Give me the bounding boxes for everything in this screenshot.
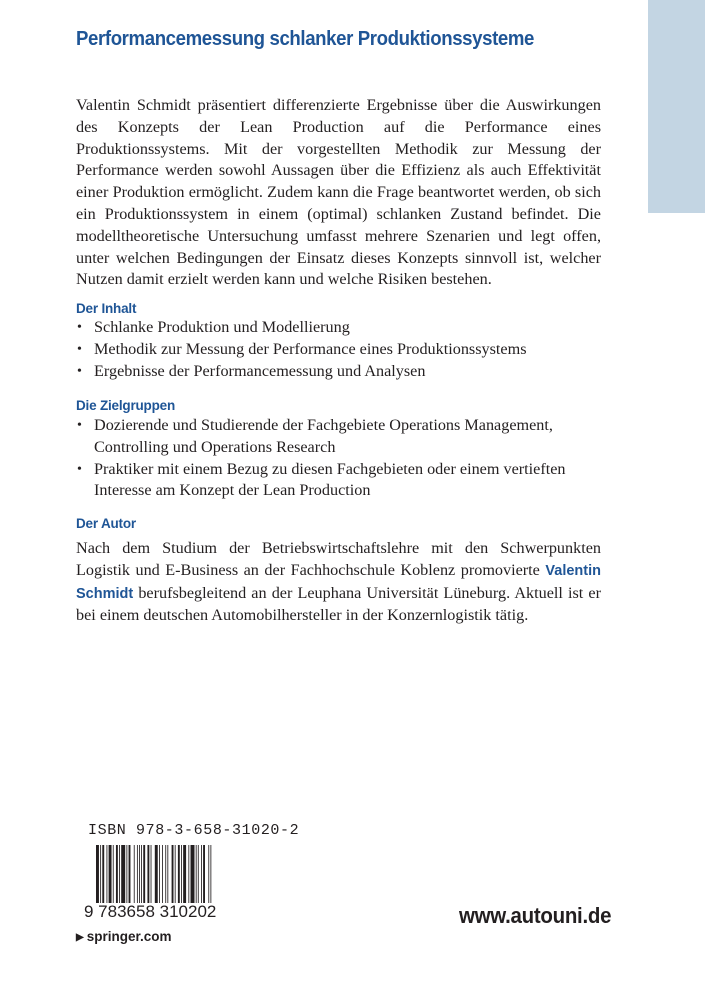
- list-item: • Schlanke Produktion und Modellierung: [76, 317, 601, 339]
- contents-list: [76, 317, 601, 382]
- author-bio-intro: Nach dem Studium der Betriebswirtschaftslehre mit den Schwerpunkten Logistik und E-Business an der Fachhochschule Koblenz promovierte: [76, 539, 601, 579]
- springer-link-label: springer.com: [86, 929, 172, 944]
- author-bio-rest: berufsbegleitend an der Leuphana Universität Lüneburg. Aktuell ist er bei einem deutschen Automobilhersteller in der Konzernlogistik tätig.: [76, 583, 601, 625]
- list-item: • Praktiker mit einem Bezug zu diesen Fachgebieten oder einem vertieften Interesse am Konzept der Lean Production: [76, 459, 601, 503]
- barcode-digits: 9 783658 310202: [84, 902, 217, 921]
- arrow-right-icon: ▶: [76, 932, 84, 943]
- isbn-label: ISBN 978-3-658-31020-2: [88, 822, 300, 839]
- list-item: • Dozierende und Studierende der Fachgebiete Operations Management, Controlling und Operations Research: [76, 415, 601, 459]
- author-name: Valentin Schmidt: [76, 562, 601, 602]
- book-description: Valentin Schmidt präsentiert differenzierte Ergebnisse über die Auswirkungen des Konzepts der Lean Production auf die Performance eines Produktionssystems. Mit der vorgestellten Methodik zur Messung der Performance werden sowohl Aussagen über die Effizienz als auch Effektivität einer Produktion ermöglicht. Zudem kann die Frage beantwortet werden, ob sich ein Produktionssystem in einem (optimal) schlanken Zustand befindet. Die modelltheoretische Untersuchung umfasst mehrere Szenarien und legt offen, unter welchen Bedingungen der Einsatz dieses Konzepts sinnvoll ist, welcher Nutzen damit erzielt werden kann und welche Risiken bestehen.: [76, 96, 601, 289]
- list-item: • Ergebnisse der Performancemessung und Analysen: [76, 361, 601, 383]
- author-bio: [76, 538, 601, 627]
- author-heading: Der Autor: [76, 516, 136, 531]
- springer-link[interactable]: [76, 929, 171, 944]
- contents-heading: Der Inhalt: [76, 301, 137, 316]
- website-link[interactable]: www.autouni.de: [459, 903, 612, 928]
- audience-list: [76, 415, 601, 502]
- list-item: • Methodik zur Messung der Performance eines Produktionssystems: [76, 339, 601, 361]
- book-title: Performancemessung schlanker Produktionssysteme: [76, 28, 535, 50]
- audience-heading: Die Zielgruppen: [76, 398, 176, 413]
- side-color-tab: [648, 0, 705, 213]
